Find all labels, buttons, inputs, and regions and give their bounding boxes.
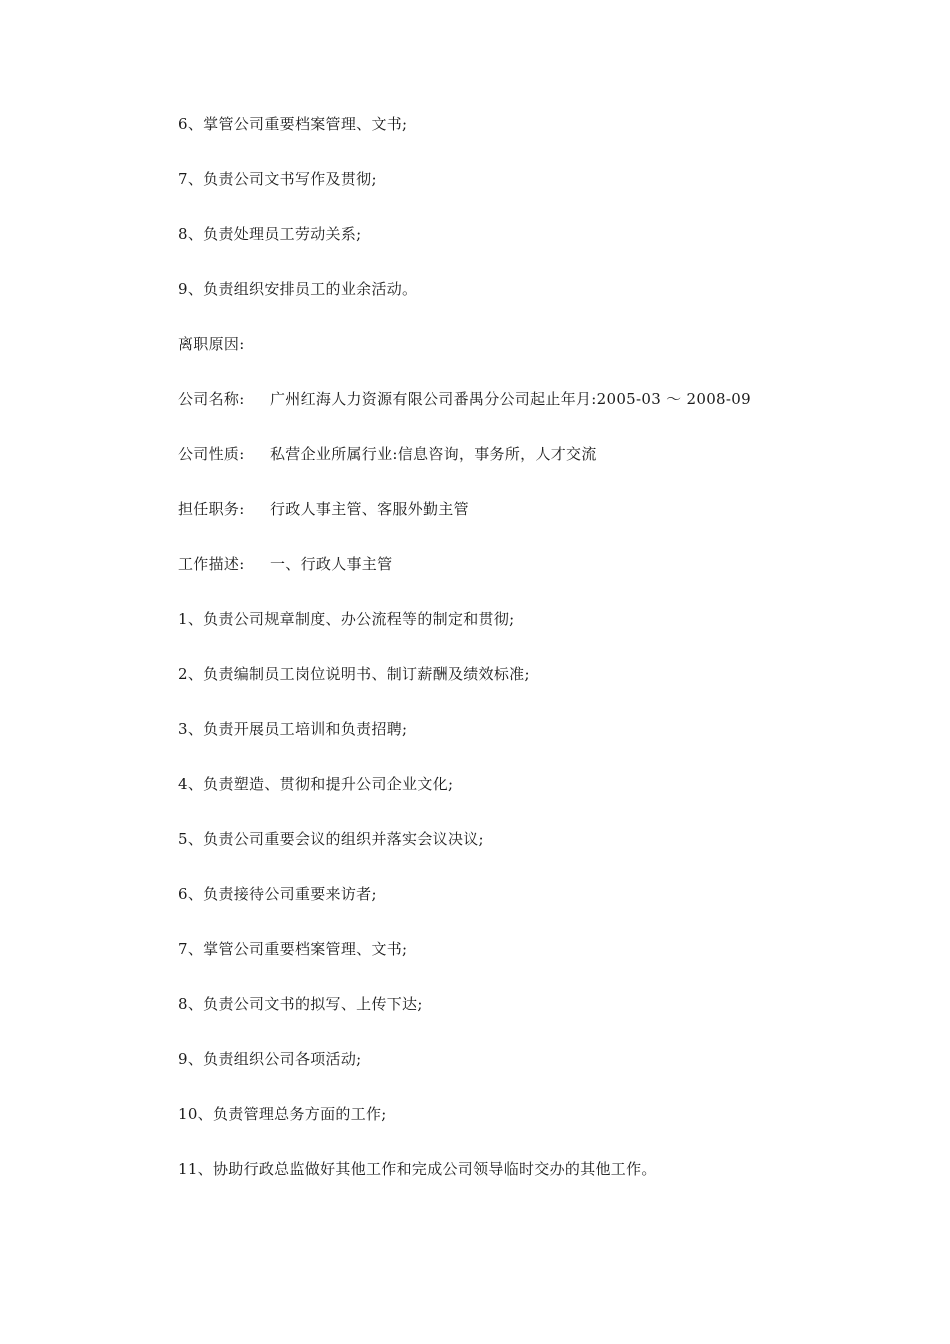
job-description-row — [178, 554, 878, 609]
position-label: 担任职务: — [178, 500, 245, 518]
document-body — [178, 114, 878, 1214]
company-nature-label: 公司性质: — [178, 445, 245, 463]
company-name-row — [178, 389, 878, 444]
prev-duty-7: 7、负责公司文书写作及贯彻; — [178, 170, 377, 188]
duty-item-7: 7、掌管公司重要档案管理、文书; — [178, 940, 408, 958]
company-nature-row — [178, 444, 878, 499]
company-name-value: 广州红海人力资源有限公司番禺分公司起止年月:2005-03 ～ 2008-09 — [270, 390, 751, 408]
duty-item-2: 2、负责编制员工岗位说明书、制订薪酬及绩效标准; — [178, 665, 530, 683]
duty-item-10: 10、负责管理总务方面的工作; — [178, 1105, 387, 1123]
duty-item-4: 4、负责塑造、贯彻和提升公司企业文化; — [178, 775, 454, 793]
duty-item-5: 5、负责公司重要会议的组织并落实会议决议; — [178, 830, 484, 848]
position-row — [178, 499, 878, 554]
position-value: 行政人事主管、客服外勤主管 — [270, 500, 469, 518]
company-name-label: 公司名称: — [178, 390, 245, 408]
prev-duty-6: 6、掌管公司重要档案管理、文书; — [178, 115, 408, 133]
duty-item-9: 9、负责组织公司各项活动; — [178, 1050, 362, 1068]
duty-item-8: 8、负责公司文书的拟写、上传下达; — [178, 995, 423, 1013]
duty-item-3: 3、负责开展员工培训和负责招聘; — [178, 720, 408, 738]
prev-duty-9: 9、负责组织安排员工的业余活动。 — [178, 280, 418, 298]
duty-item-6: 6、负责接待公司重要来访者; — [178, 885, 377, 903]
prev-duty-8: 8、负责处理员工劳动关系; — [178, 225, 362, 243]
job-description-label: 工作描述: — [178, 555, 245, 573]
leave-reason-label: 离职原因: — [178, 335, 245, 353]
duty-item-1: 1、负责公司规章制度、办公流程等的制定和贯彻; — [178, 610, 515, 628]
duty-item-11: 11、协助行政总监做好其他工作和完成公司领导临时交办的其他工作。 — [178, 1160, 657, 1178]
company-nature-value: 私营企业所属行业:信息咨询，事务所，人才交流 — [270, 445, 597, 463]
job-description-value: 一、行政人事主管 — [270, 555, 393, 573]
